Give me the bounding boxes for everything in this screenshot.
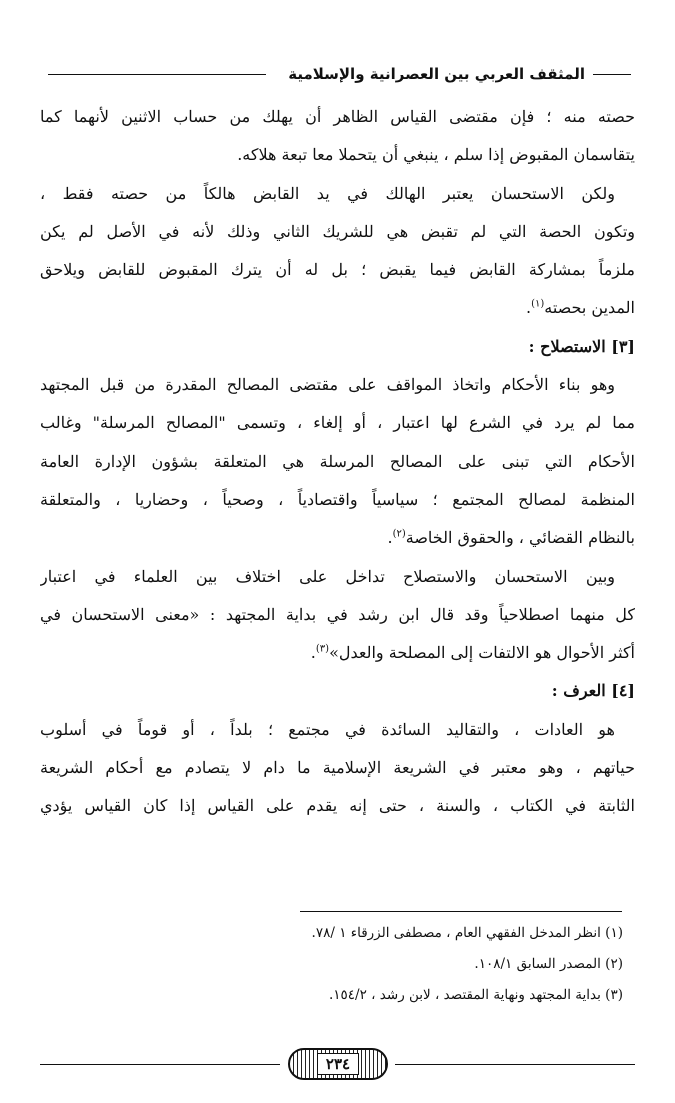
paragraph-line: الأحكام التي تبنى على المصالح المرسلة هي المتعلقة بشؤون الإدارة العامة (40, 451, 635, 471)
paragraph-line: وتكون الحصة التي لم تقبض هي للشريك الثاني وذلك لأنه في الأصل لم يكن (40, 221, 635, 241)
line-period: . (387, 528, 393, 548)
line-period: . (310, 643, 316, 663)
paragraph-line: وهو بناء الأحكام واتخاذ المواقف على مقتضى المصالح المقدرة من قبل المجتهد (40, 375, 615, 395)
footnotes (40, 918, 623, 1011)
line-text: أكثر الأحوال هو الالتفات إلى المصلحة والعدل» (329, 643, 635, 663)
paragraph-line: يتقاسمان المقبوض إذا سلم ، ينبغي أن يتحملا معا تبعة هلاكه. (237, 145, 635, 165)
header-rule-right (593, 74, 631, 75)
footer-rule-right (395, 1064, 635, 1065)
header-rule-left (48, 74, 266, 75)
paragraph-line: هو العادات ، والتقاليد السائدة في مجتمع ؛ بلداً ، أو قوماً في أسلوب (40, 719, 615, 739)
paragraph-line: وبين الاستحسان والاستصلاح تداخل على اختلاف بين العلماء في اعتبار (40, 566, 615, 586)
header-title: المثقف العربي بين العصرانية والإسلامية (288, 65, 585, 83)
paragraph-line: ملزماً بمشاركة القابض فيما يقبض ؛ بل له أن يترك المقبوض للقابض ويلاحق (40, 260, 635, 280)
paragraph-line: الثابتة في الكتاب ، والسنة ، حتى إنه يقدم على القياس إذا كان القياس يؤدي (40, 796, 635, 816)
line-text: بالنظام القضائي ، والحقوق الخاصة (405, 528, 635, 548)
running-header (48, 60, 631, 88)
line-period: . (525, 298, 532, 318)
paragraph-line (40, 519, 635, 557)
footnote-separator (300, 911, 622, 912)
section-heading-urf: [٤] العرف : (551, 681, 635, 701)
paragraph-line: المنظمة لمصالح المجتمع ؛ سياسياً واقتصادياً ، وصحياً ، وحضاريا ، والمتعلقة (40, 489, 635, 509)
footnote-1: (١) انظر المدخل الفقهي العام ، مصطفى الزرقاء ١ /٧٨. (311, 925, 623, 941)
footnote-ref-2[interactable]: (٢) (392, 528, 406, 540)
footer-rule-left (40, 1064, 280, 1065)
page-number: ٢٣٤ (317, 1053, 359, 1075)
page-footer (40, 1048, 635, 1084)
paragraph-line (40, 634, 635, 672)
paragraph-line: ولكن الاستحسان يعتبر الهالك في يد القابض هالكاً من حصته فقط ، (40, 183, 615, 203)
paragraph-line: حياتهم ، وهو معتبر في الشريعة الإسلامية ما دام لا يتصادم مع أحكام الشريعة (40, 758, 635, 778)
footnote-ref-1[interactable]: (١) (531, 299, 545, 311)
footnote-3: (٣) بداية المجتهد ونهاية المقتصد ، لابن رشد ، ١٥٤/٢. (329, 987, 623, 1003)
body-text (40, 98, 635, 826)
paragraph-line: كل منهما اصطلاحياً وقد قال ابن رشد في بداية المجتهد : «معنى الاستحسان في (40, 604, 635, 624)
page-number-ornament (288, 1048, 388, 1080)
footnote-2: (٢) المصدر السابق ١٠٨/١. (474, 956, 623, 972)
paragraph-line (40, 289, 635, 327)
paragraph-line: حصته منه ؛ فإن مقتضى القياس الظاهر أن يهلك من حساب الاثنين لأنهما كما (40, 107, 635, 126)
paragraph-line: مما لم يرد في الشرع لها اعتبار ، أو إلغاء ، وتسمى "المصالح المرسلة" وغالب (40, 413, 635, 433)
section-heading-istislah: [٣] الاستصلاح : (528, 336, 635, 356)
footnote-ref-3[interactable]: (٣) (315, 643, 330, 655)
line-text: المدين بحصته (544, 298, 635, 318)
